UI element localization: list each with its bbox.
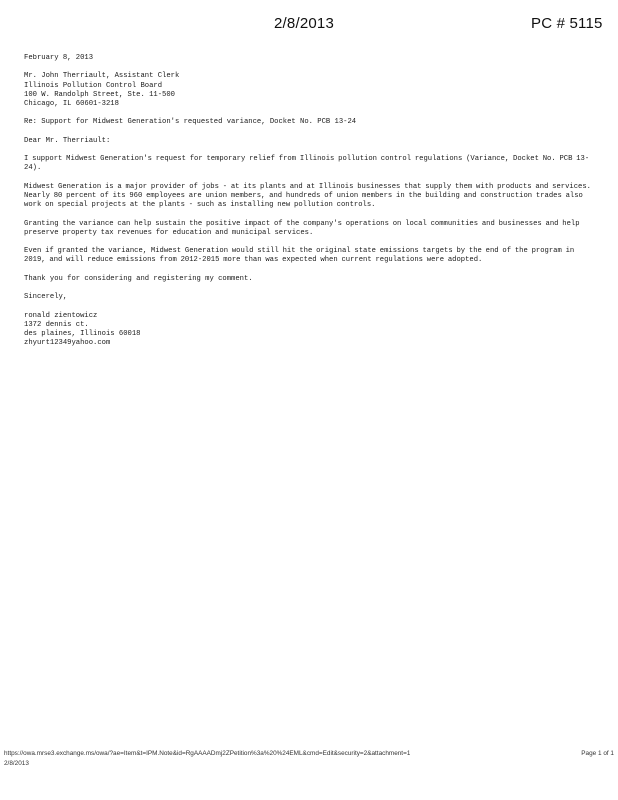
recipient-street: 100 W. Randolph Street, Ste. 11-500 bbox=[24, 90, 175, 99]
signer-street: 1372 dennis ct. bbox=[24, 320, 89, 329]
salutation: Dear Mr. Therriault: bbox=[24, 136, 111, 145]
signer-city: des plaines, Illinois 60018 bbox=[24, 329, 141, 338]
letter-body bbox=[24, 54, 592, 348]
paragraph-thanks: Thank you for considering and registering my comment. bbox=[24, 274, 253, 283]
signature-block bbox=[24, 312, 592, 349]
footer-url: https://owa.mrse3.exchange.ms/owa/?ae=Item&t=IPM.Note&id=RgAAAADmj2ZPetition%3a%20%24EML&cmd=Edit&security=2&attachment=1 bbox=[4, 750, 411, 757]
recipient-city: Chicago, IL 60601-3218 bbox=[24, 100, 119, 108]
recipient-name: Mr. John Therriault, Assistant Clerk bbox=[24, 72, 180, 81]
public-comment-number: PC # 5115 bbox=[531, 15, 603, 32]
paragraph-impact: Granting the variance can help sustain the positive impact of the company's operations on local communities and businesses and help preserve property tax revenues for education and municipal services. bbox=[24, 219, 580, 237]
signer-name: ronald zientowicz bbox=[24, 311, 98, 320]
footer-timestamp: 2/8/2013 bbox=[4, 760, 29, 767]
subject-line: Re: Support for Midwest Generation's requested variance, Docket No. PCB 13-24 bbox=[24, 118, 357, 127]
paragraph-jobs: Midwest Generation is a major provider of jobs - at its plants and at Illinois businesses that supply them with products and services. Nearly 80 percent of its 960 employees are union members, and hundreds of union members in the building and construction trades also work on special projects at the plants - such as installing new pollution controls. bbox=[24, 182, 591, 210]
received-date-stamp: 2/8/2013 bbox=[274, 15, 334, 32]
recipient-organization: Illinois Pollution Control Board bbox=[24, 81, 163, 90]
paragraph-emissions: Even if granted the variance, Midwest Generation would still hit the original state emissions targets by the end of the program in 2019, and will reduce emissions from 2012-2015 more than was expected when current regulations were adopted. bbox=[24, 247, 575, 265]
signer-email: zhyurt12349yahoo.com bbox=[24, 339, 111, 348]
letter-date: February 8, 2013 bbox=[24, 54, 94, 62]
closing: Sincerely, bbox=[24, 293, 68, 302]
paragraph-support: I support Midwest Generation's request for temporary relief from Illinois pollution control regulations (Variance, Docket No. PCB 13-24). bbox=[24, 155, 590, 173]
footer-page-number: Page 1 of 1 bbox=[581, 750, 614, 757]
recipient-address bbox=[24, 72, 592, 109]
